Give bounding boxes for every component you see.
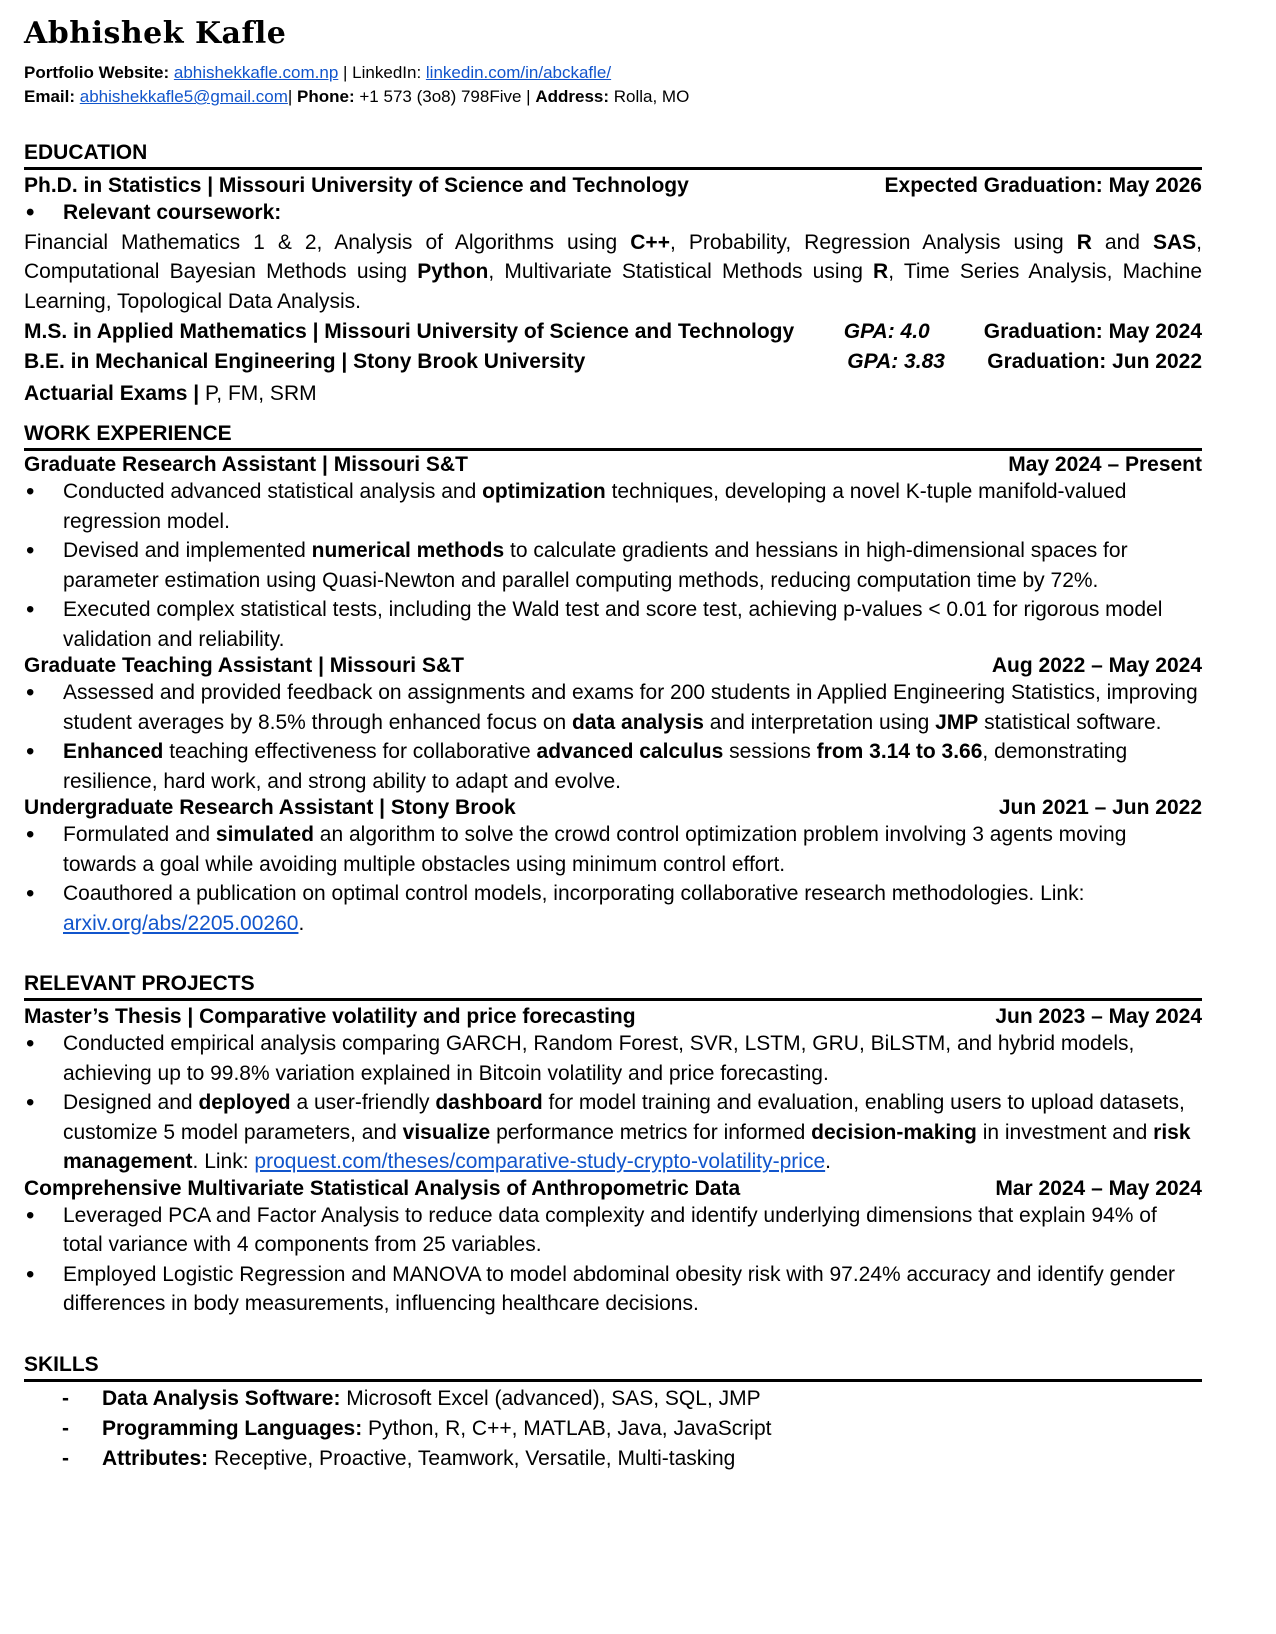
coursework-list xyxy=(24,198,1202,228)
ms-title: M.S. in Applied Mathematics | Missouri University of Science and Technology xyxy=(24,320,795,343)
portfolio-label: Portfolio Website: xyxy=(24,63,170,82)
multivariate-row xyxy=(24,1177,1202,1201)
work-heading: WORK EXPERIENCE xyxy=(24,422,1202,451)
address-label: Address: xyxy=(535,87,610,106)
exams-row xyxy=(24,382,1202,406)
list-item: • Conducted empirical analysis comparing GARCH, Random Forest, SVR, LSTM, GRU, BiLSTM, and hybrid models, achieving up to 99.8% variation explained in Bitcoin volatility and price forecasting. xyxy=(24,1029,1202,1088)
resume-page xyxy=(24,16,1202,1474)
education-heading: EDUCATION xyxy=(24,141,1202,170)
list-item: • Enhanced teaching effectiveness for collaborative advanced calculus sessions from 3.14 to 3.66, demonstrating resilience, hard work, and strong ability to adapt and evolve. xyxy=(24,737,1202,796)
phone-value: +1 573 (3o8) 798Five | xyxy=(354,87,536,106)
linkedin-link[interactable]: linkedin.com/in/abckafle/ xyxy=(425,63,612,82)
list-item: • Coauthored a publication on optimal control models, incorporating collaborative research methodologies. Link: arxiv.org/abs/2205.00260. xyxy=(24,879,1202,938)
ura-row xyxy=(24,796,1202,820)
gta-bullets xyxy=(24,678,1202,796)
skill-item: - Programming Languages: Python, R, C++, MATLAB, Java, JavaScript xyxy=(62,1414,1202,1444)
ura-date: Jun 2021 – Jun 2022 xyxy=(998,796,1202,819)
be-title: B.E. in Mechanical Engineering | Stony Brook University xyxy=(24,350,586,373)
gta-date: Aug 2022 – May 2024 xyxy=(991,654,1202,677)
list-item: • Executed complex statistical tests, including the Wald test and score test, achieving p-values < 0.01 for rigorous model validation and reliability. xyxy=(24,595,1202,654)
multivariate-title: Comprehensive Multivariate Statistical Analysis of Anthropometric Data xyxy=(24,1176,741,1200)
thesis-date: Jun 2023 – May 2024 xyxy=(995,1005,1202,1028)
email-link[interactable]: abhishekkafle5@gmail.com xyxy=(79,87,288,106)
list-item: • Formulated and simulated an algorithm to solve the crowd control optimization problem involving 3 agents moving towards a goal while avoiding multiple obstacles using minimum control effort. xyxy=(24,820,1202,879)
coursework-text: Financial Mathematics 1 & 2, Analysis of Algorithms using C++, Probability, Regression Analysis using R and SAS, Computational Bayesian Methods using Python, Multivariate Statistical Methods using R, Time Series Analysis, Machine Learning, Topological Data Analysis. xyxy=(24,230,1202,313)
list-item: • Conducted advanced statistical analysis and optimization techniques, developing a novel K-tuple manifold-valued regression model. xyxy=(24,477,1202,536)
gra-row xyxy=(24,453,1202,477)
phd-title: Ph.D. in Statistics | Missouri University of Science and Technology xyxy=(24,174,689,197)
separator: | xyxy=(287,87,298,106)
phone-label: Phone: xyxy=(297,87,355,106)
list-item: • Designed and deployed a user-friendly dashboard for model training and evaluation, enabling users to upload datasets, customize 5 model parameters, and visualize performance metrics for informed decision-making in investment and risk management. Link: proquest.com/theses/comparative-study-crypto-volatility-price. xyxy=(24,1088,1202,1177)
thesis-row xyxy=(24,1005,1202,1029)
ms-date: Graduation: May 2024 xyxy=(983,320,1202,343)
skills-list xyxy=(24,1384,1202,1474)
gra-title: Graduate Research Assistant | Missouri S&T xyxy=(24,453,468,476)
contact-line-2 xyxy=(24,85,1202,109)
list-item: • Devised and implemented numerical methods to calculate gradients and hessians in high-dimensional spaces for parameter estimation using Quasi-Newton and parallel computing methods, reducing computation time by 72%. xyxy=(24,536,1202,595)
proquest-link[interactable]: proquest.com/theses/comparative-study-crypto-volatility-price xyxy=(254,1150,826,1173)
gra-date: May 2024 – Present xyxy=(1008,453,1202,476)
coursework-label: • Relevant coursework: xyxy=(24,198,1202,228)
address-value: Rolla, MO xyxy=(609,87,690,106)
email-label: Email: xyxy=(24,87,76,106)
ms-gpa: GPA: 4.0 xyxy=(843,320,930,343)
phd-date: Expected Graduation: May 2026 xyxy=(884,174,1202,197)
linkedin-label: | LinkedIn: xyxy=(338,63,426,82)
ura-title: Undergraduate Research Assistant | Stony Brook xyxy=(24,796,516,819)
ura-bullets xyxy=(24,820,1202,938)
projects-heading: RELEVANT PROJECTS xyxy=(24,972,1202,1001)
be-row xyxy=(24,350,1202,374)
thesis-title: Master’s Thesis | Comparative volatility and price forecasting xyxy=(24,1005,636,1028)
multivariate-bullets xyxy=(24,1201,1202,1319)
be-date: Graduation: Jun 2022 xyxy=(987,350,1202,373)
list-item: • Assessed and provided feedback on assignments and exams for 200 students in Applied Engineering Statistics, improving student averages by 8.5% through enhanced focus on data analysis and interpretation using JMP statistical software. xyxy=(24,678,1202,737)
be-gpa: GPA: 3.83 xyxy=(847,350,945,373)
ms-row xyxy=(24,320,1202,344)
phd-row xyxy=(24,174,1202,198)
exams-label: Actuarial Exams | xyxy=(24,382,200,405)
thesis-bullets xyxy=(24,1029,1202,1177)
candidate-name: Abhishek Kafle xyxy=(24,16,287,51)
portfolio-link[interactable]: abhishekkafle.com.np xyxy=(173,63,339,82)
skill-item: - Data Analysis Software: Microsoft Excel (advanced), SAS, SQL, JMP xyxy=(62,1384,1202,1414)
gta-row xyxy=(24,654,1202,678)
list-item: • Employed Logistic Regression and MANOVA to model abdominal obesity risk with 97.24% accuracy and identify gender differences in body measurements, influencing healthcare decisions. xyxy=(24,1260,1202,1319)
skill-item: - Attributes: Receptive, Proactive, Teamwork, Versatile, Multi-tasking xyxy=(62,1444,1202,1474)
multivariate-date: Mar 2024 – May 2024 xyxy=(995,1176,1202,1200)
arxiv-link[interactable]: arxiv.org/abs/2205.00260 xyxy=(63,911,299,935)
list-item: • Leveraged PCA and Factor Analysis to reduce data complexity and identify underlying dimensions that explain 94% of total variance with 4 components from 25 variables. xyxy=(24,1201,1202,1260)
contact-line-1 xyxy=(24,61,1202,85)
exams-value: P, FM, SRM xyxy=(199,382,317,405)
gra-bullets xyxy=(24,477,1202,654)
skills-heading: SKILLS xyxy=(24,1353,1202,1382)
gta-title: Graduate Teaching Assistant | Missouri S&T xyxy=(24,654,464,677)
